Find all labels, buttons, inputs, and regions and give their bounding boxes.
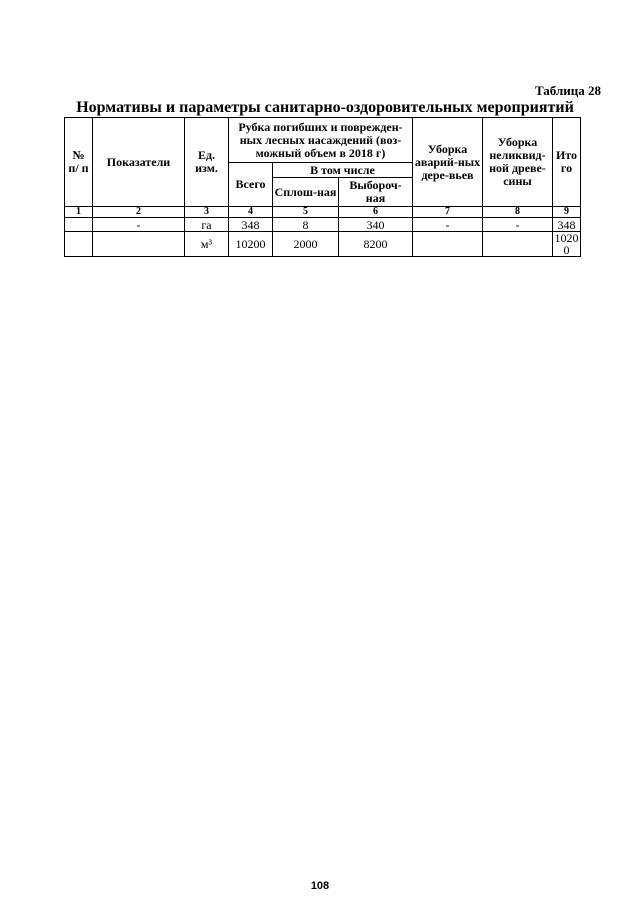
header-clear-cut: Сплош-ная bbox=[273, 178, 339, 207]
table-cell: 340 bbox=[339, 218, 413, 232]
table-cell: 8 bbox=[273, 218, 339, 232]
page-number: 108 bbox=[310, 880, 330, 892]
table-cell bbox=[65, 232, 93, 257]
table-cell: 8200 bbox=[339, 232, 413, 257]
header-unit: Ед. изм. bbox=[185, 118, 229, 207]
table-cell: 348 bbox=[229, 218, 273, 232]
column-number: 2 bbox=[93, 207, 185, 218]
table-cell: га bbox=[185, 218, 229, 232]
table-cell bbox=[413, 232, 483, 257]
header-indicators: Показатели bbox=[93, 118, 185, 207]
column-number: 1 bbox=[65, 207, 93, 218]
column-number: 4 bbox=[229, 207, 273, 218]
table-row bbox=[65, 232, 581, 257]
table-cell bbox=[483, 232, 553, 257]
header-illiquid-wood: Уборка неликвид-ной древе-сины bbox=[483, 118, 553, 207]
header-emergency-trees: Уборка аварий-ных дере-вьев bbox=[413, 118, 483, 207]
table-cell: м³ bbox=[185, 232, 229, 257]
header-all: Всего bbox=[229, 163, 273, 207]
header-selective: Выбороч-ная bbox=[339, 178, 413, 207]
table-cell bbox=[65, 218, 93, 232]
table-cell: 10200 bbox=[229, 232, 273, 257]
norms-table bbox=[64, 117, 581, 257]
table-label: Таблица 28 bbox=[534, 83, 601, 98]
table-cell: 348 bbox=[553, 218, 581, 232]
table-title: Нормативы и параметры санитарно-оздоровительных мероприятий bbox=[76, 99, 574, 116]
column-number: 8 bbox=[483, 207, 553, 218]
column-number: 7 bbox=[413, 207, 483, 218]
table-cell: 2000 bbox=[273, 232, 339, 257]
table-cell: - bbox=[483, 218, 553, 232]
column-number-row bbox=[65, 207, 581, 218]
table-cell: - bbox=[413, 218, 483, 232]
header-number: № п/ п bbox=[65, 118, 93, 207]
header-total: Итого bbox=[553, 118, 581, 207]
table-row bbox=[65, 218, 581, 232]
header-including: В том числе bbox=[273, 163, 413, 178]
header-felling-group: Рубка погибших и поврежден-ных лесных насаждений (воз-можный объем в 2018 г) bbox=[229, 118, 413, 163]
table-cell bbox=[93, 232, 185, 257]
table-cell: - bbox=[93, 218, 185, 232]
column-number: 5 bbox=[273, 207, 339, 218]
column-number: 3 bbox=[185, 207, 229, 218]
column-number: 9 bbox=[553, 207, 581, 218]
column-number: 6 bbox=[339, 207, 413, 218]
table-cell: 10200 bbox=[554, 231, 579, 257]
